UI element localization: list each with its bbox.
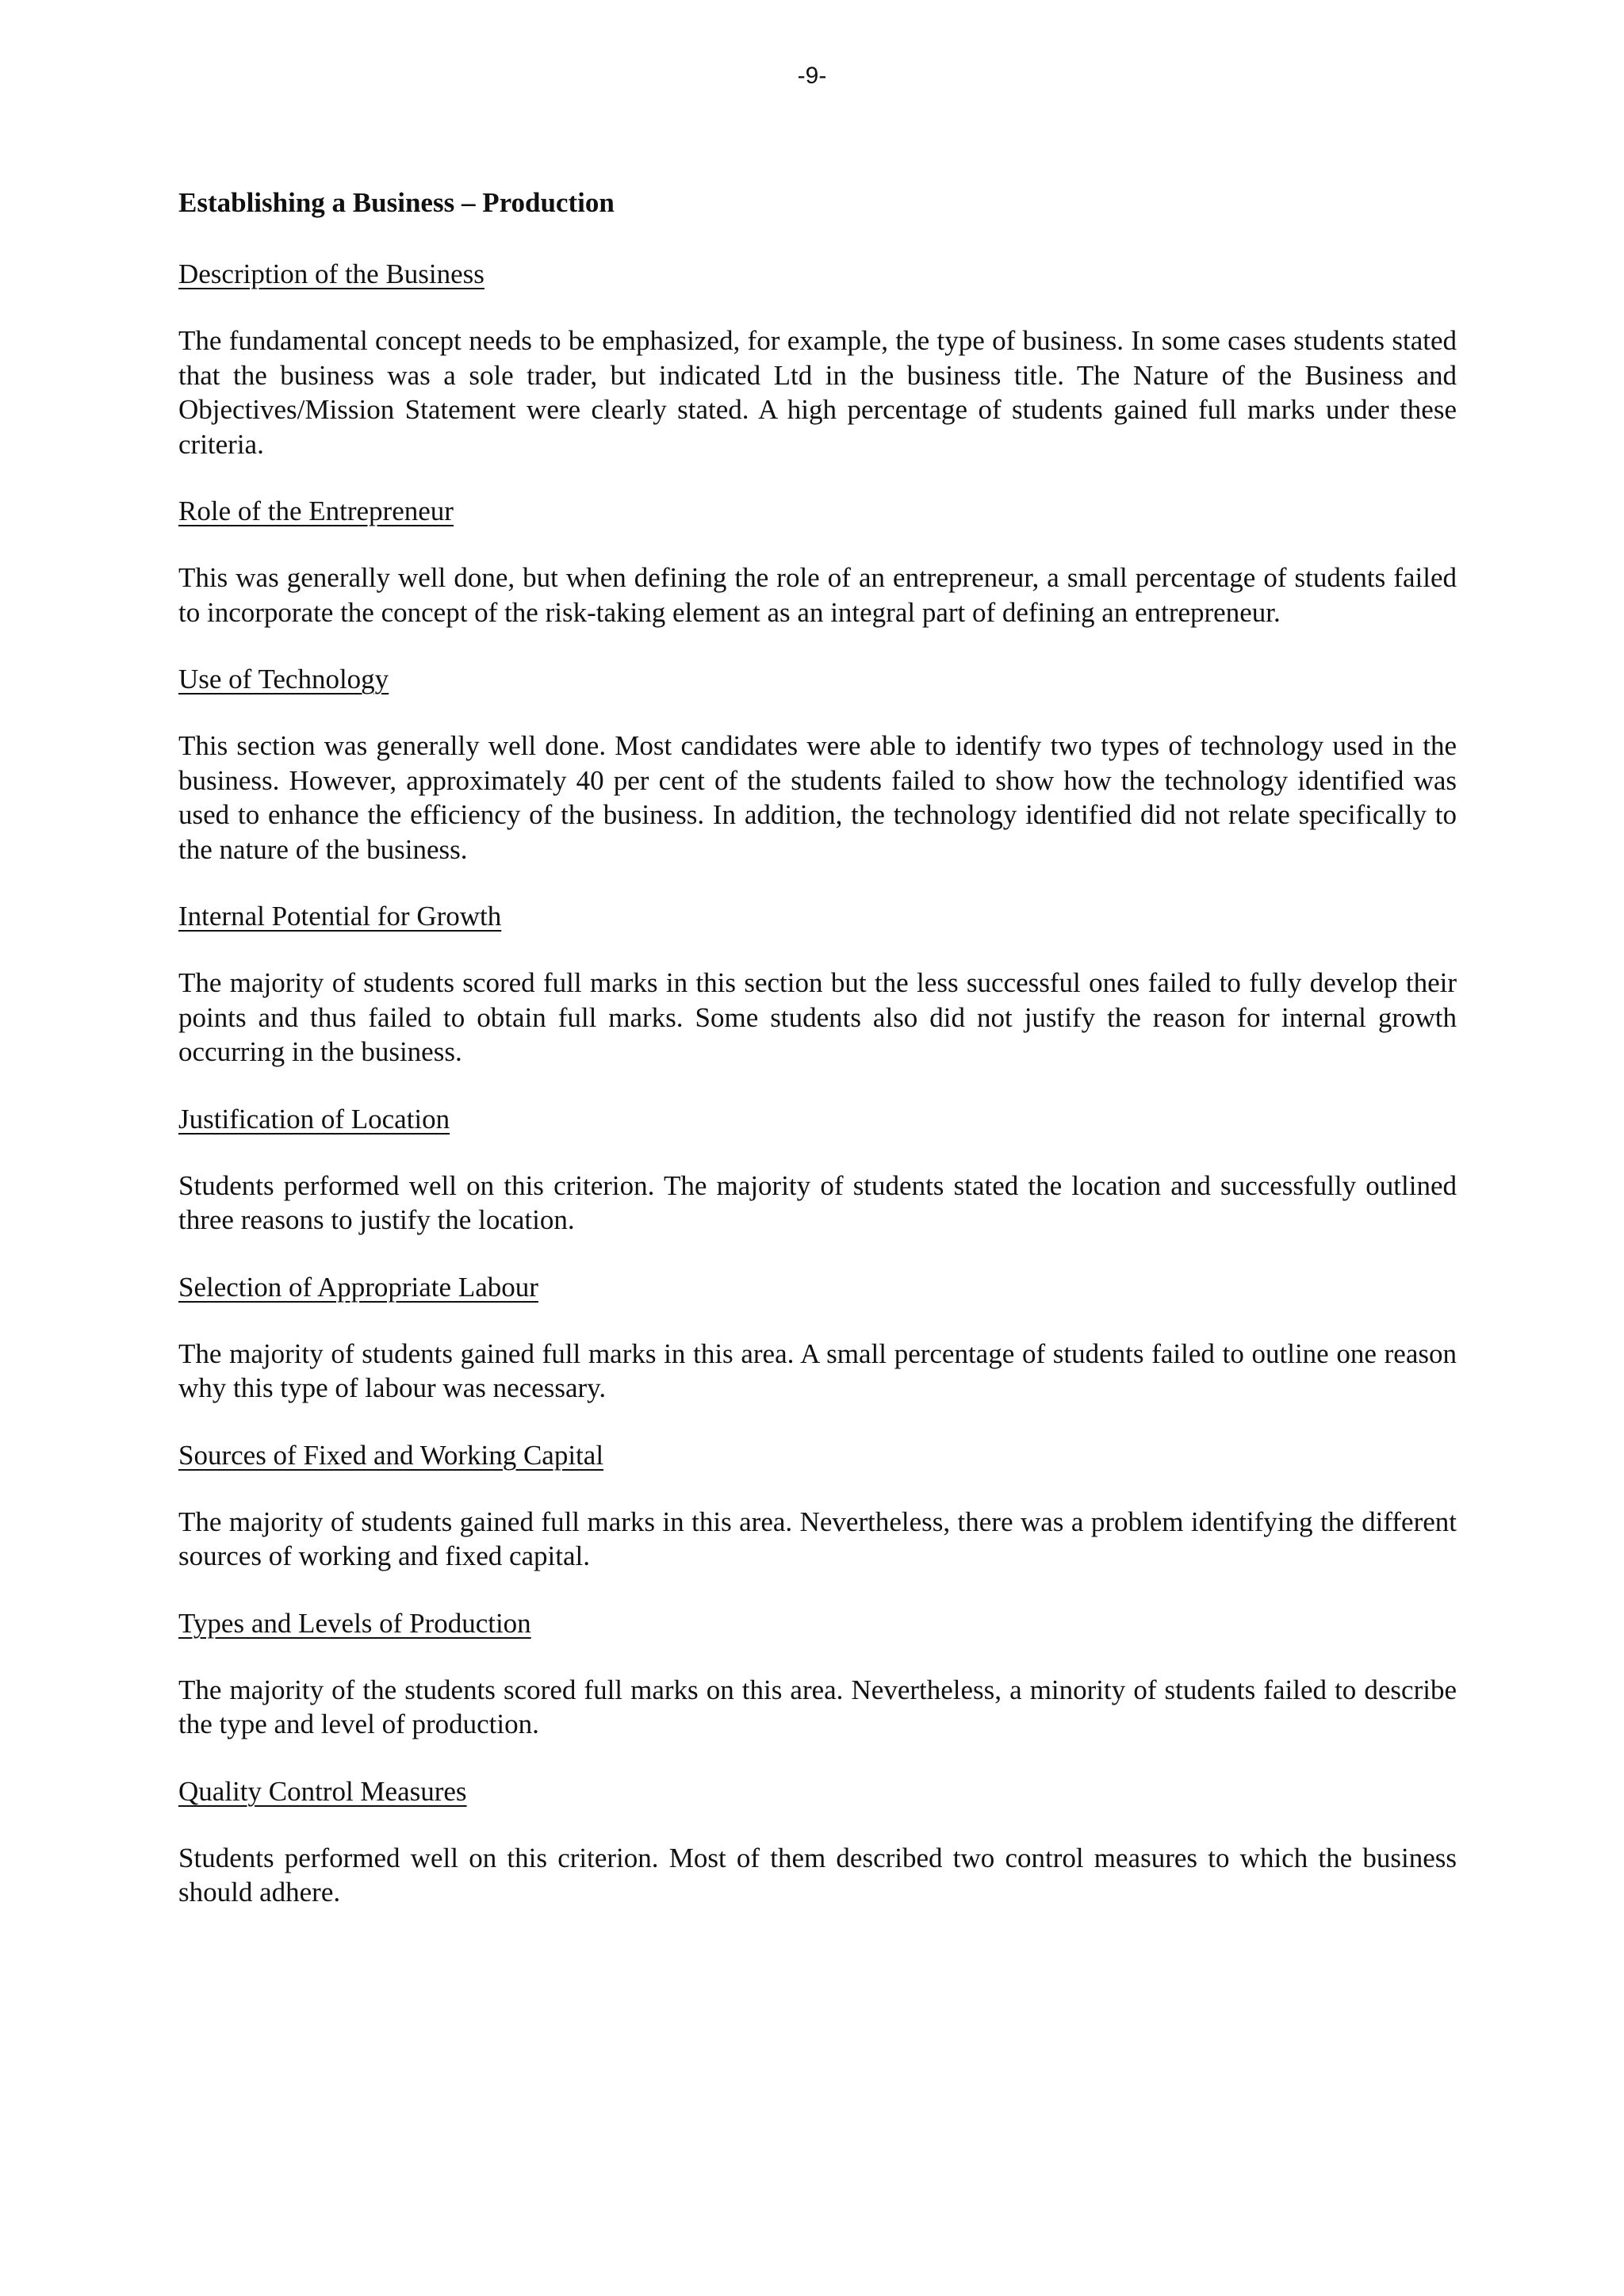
section-heading: Description of the Business	[178, 258, 485, 289]
section-paragraph: Students performed well on this criterion. The majority of students stated the location and successfully outlined three reasons to justify the location.	[178, 1169, 1457, 1235]
section-heading: Internal Potential for Growth	[178, 901, 502, 932]
section-quality-control-measures	[178, 1770, 1457, 1910]
section-paragraph: The majority of students gained full marks in this area. Nevertheless, there was a problem identifying the different sources of working and fixed capital.	[178, 1506, 1457, 1571]
section-justification-of-location	[178, 1097, 1457, 1238]
document-body	[178, 181, 1457, 1938]
page-title: Establishing a Business – Production	[178, 187, 615, 218]
section-paragraph: This was generally well done, but when defining the role of an entrepreneur, a small percentage of students failed to incorporate the concept of the risk-taking element as an integral part of defining an entrepreneur.	[178, 562, 1457, 628]
section-heading: Role of the Entrepreneur	[178, 496, 454, 526]
section-types-and-levels-of-production	[178, 1601, 1457, 1742]
page-number: -9-	[797, 63, 827, 89]
section-heading: Justification of Location	[178, 1103, 450, 1135]
section-internal-potential-for-growth	[178, 894, 1457, 1070]
section-description-of-business	[178, 252, 1457, 461]
section-heading: Types and Levels of Production	[178, 1607, 531, 1639]
section-paragraph: Students performed well on this criterion. Most of them described two control measures to which the business should adhere.	[178, 1842, 1457, 1908]
section-heading: Sources of Fixed and Working Capital	[178, 1439, 604, 1471]
section-sources-of-capital	[178, 1433, 1457, 1574]
section-selection-of-labour	[178, 1265, 1457, 1406]
section-role-of-entrepreneur	[178, 489, 1457, 629]
section-heading: Selection of Appropriate Labour	[178, 1271, 538, 1303]
section-use-of-technology	[178, 657, 1457, 867]
section-heading: Use of Technology	[178, 664, 389, 695]
section-paragraph: The majority of students scored full marks in this section but the less successful ones failed to fully develop their points and thus failed to obtain full marks. Some students also did not justify the reason for internal growth occurring in the business.	[178, 967, 1457, 1067]
section-paragraph: This section was generally well done. Most candidates were able to identify two types of technology used in the business. However, approximately 40 per cent of the students failed to show how the technology identified was used to enhance the efficiency of the business. In addition, the technology identified did not relate specifically to the nature of the business.	[178, 730, 1457, 865]
section-paragraph: The fundamental concept needs to be emphasized, for example, the type of business. In some cases students stated that the business was a sole trader, but indicated Ltd in the business title. The Nature of the Business and Objectives/Mission Statement were clearly stated. A high percentage of students gained full marks under these criteria.	[178, 325, 1457, 460]
section-paragraph: The majority of students gained full marks in this area. A small percentage of students failed to outline one reason why this type of labour was necessary.	[178, 1337, 1457, 1403]
section-heading: Quality Control Measures	[178, 1775, 467, 1807]
section-paragraph: The majority of the students scored full marks on this area. Nevertheless, a minority of students failed to describe the type and level of production.	[178, 1674, 1457, 1739]
